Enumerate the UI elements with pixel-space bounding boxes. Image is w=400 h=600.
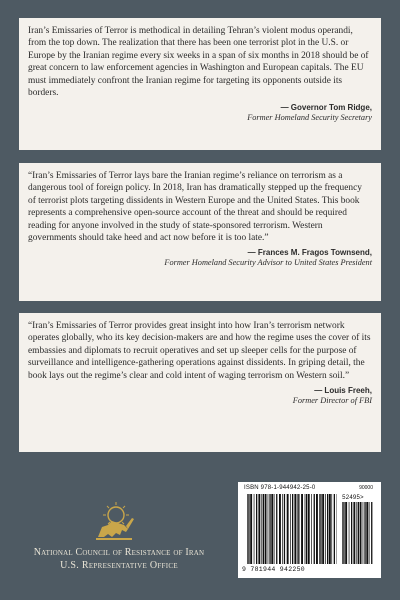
isbn-label: ISBN 978-1-944942-25-0: [244, 485, 316, 491]
endorsement-quote: Iran’s Emissaries of Terror is methodical in detailing Tehran’s violent modus operandi, from the top down. The realization that there has been one terrorist plot in the U.S. or Europe by the Iranian regime every six weeks in a span of six months in 2018 should be of great concern to law enforcement agencies in Washington and European capitals. The EU must immediately confront the Iranian regime for targeting its opponents outside its borders.: [28, 26, 369, 99]
barcode-digits: 9 781944 942250: [242, 566, 306, 573]
price-code: 90000: [359, 485, 373, 491]
endorsement-ridge: [19, 18, 381, 150]
isbn-barcode: [238, 482, 381, 578]
endorser-role: Former Homeland Security Secretary: [247, 113, 372, 123]
organization-name: National Council of Resistance of Iran: [33, 547, 205, 558]
barcode-bars-icon: [247, 494, 337, 564]
endorser-name: — Frances M. Fragos Townsend,: [247, 248, 372, 258]
lion-and-sun-emblem-icon: [92, 499, 136, 543]
barcode-addon-bars-icon: [342, 502, 374, 564]
endorsement-quote: “Iran’s Emissaries of Terror lays bare the Iranian regime’s reliance on terrorism as a dangerous tool of foreign policy. In 2018, Iran has dramatically stepped up the frequency of terrorist plots targeting dissidents in Western Europe and the United States. This book represents a comprehensive open-source account of the threat and should be required reading for anyone involved in the study of state-sponsored terrorism. Western governments should take heed and act now before it is too late.”: [28, 171, 362, 244]
barcode-addon-digits: 52495>: [342, 494, 364, 501]
endorser-role: Former Homeland Security Advisor to United States President: [164, 258, 372, 268]
endorser-name: — Governor Tom Ridge,: [280, 103, 372, 113]
endorsement-attribution: [28, 103, 372, 123]
endorser-role: Former Director of FBI: [292, 396, 372, 406]
endorsement-townsend: [19, 163, 381, 301]
endorsement-attribution: [28, 248, 372, 268]
endorser-name: — Louis Freeh,: [314, 386, 372, 396]
organization-office: U.S. Representative Office: [60, 560, 178, 571]
endorsement-attribution: [28, 386, 372, 406]
endorsement-freeh: [19, 313, 381, 452]
endorsement-quote: “Iran’s Emissaries of Terror provides great insight into how Iran’s terrorism network operates globally, who its key decision-makers are and how the regime uses the cover of its embassies and diplomats to recruit operatives and set up sleeper cells for the purpose of surveillance and intelligence-gathering operations against dissidents. In griping detail, the book lays out the regime’s clear and cold intent of waging terrorism on Western soil.”: [28, 321, 371, 381]
